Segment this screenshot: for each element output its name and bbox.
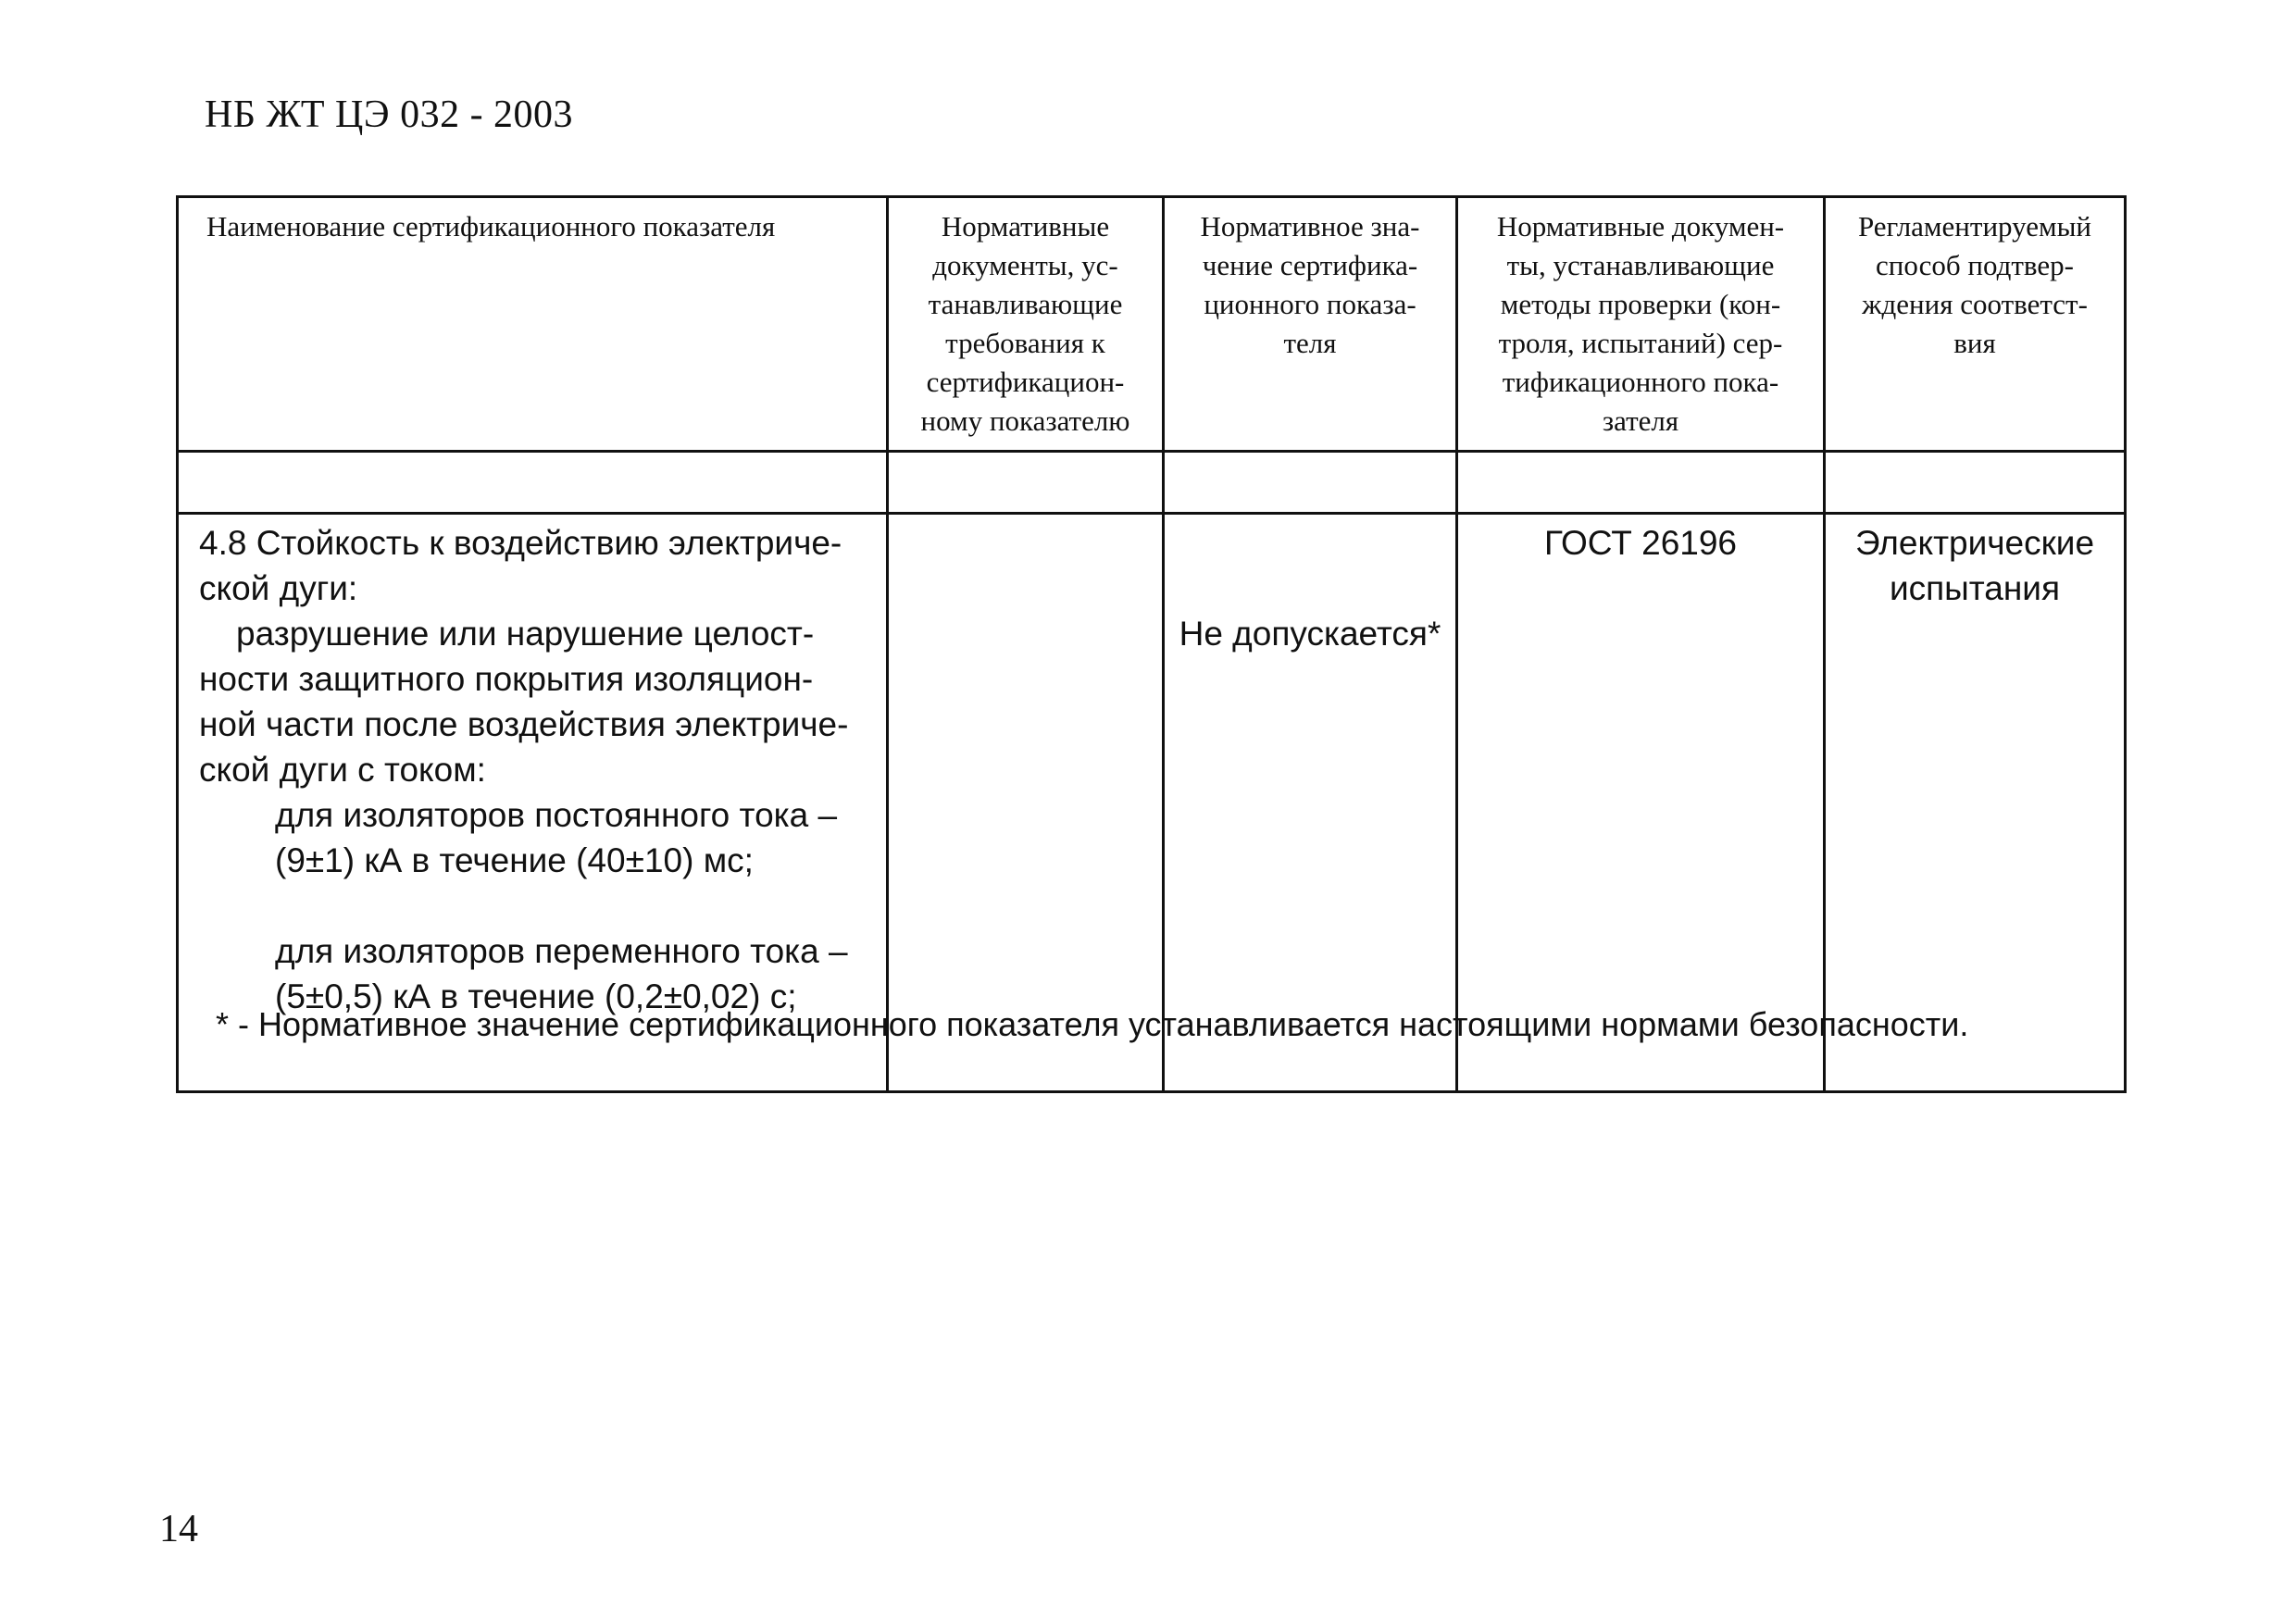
header-line: тификационного пока-	[1502, 366, 1779, 398]
indicator-line: ской дуги с током:	[199, 751, 486, 789]
indicator-line: ской дуги:	[199, 569, 358, 607]
header-line: документы, ус-	[932, 249, 1118, 281]
indicator-line: (9±1) кА в течение (40±10) мс;	[275, 841, 754, 879]
indicator-line: для изоляторов постоянного тока –	[275, 796, 838, 834]
header-line: Нормативные	[941, 210, 1110, 243]
indicator-line: (5±0,5) кА в течение (0,2±0,02) с;	[275, 977, 797, 1015]
header-line: способ подтвер-	[1876, 249, 2074, 281]
header-line: танавливающие	[928, 288, 1123, 320]
header-line: Регламентируемый	[1857, 210, 2092, 243]
indicator-line: ности защитного покрытия изоляцион-	[199, 660, 814, 698]
empty-cell	[1164, 452, 1457, 514]
header-line: чение сертифика-	[1202, 249, 1418, 281]
header-indicator-name	[178, 197, 888, 452]
header-line: Нормативные докумен-	[1496, 210, 1785, 243]
header-line: сертификацион-	[926, 366, 1125, 398]
empty-cell	[1825, 452, 2126, 514]
header-line: Наименование сертификационного показателя	[206, 210, 776, 243]
test-method-docs-cell: ГОСТ 26196	[1457, 514, 1825, 1092]
line-gap	[199, 883, 877, 928]
header-normative-docs	[888, 197, 1164, 452]
header-test-method-docs	[1457, 197, 1825, 452]
header-line: ционного показа-	[1204, 288, 1416, 320]
indicator-line: 4.8 Стойкость к воздействию электриче-	[199, 524, 842, 562]
header-line: вия	[1953, 327, 1996, 359]
empty-cell	[178, 452, 888, 514]
page-number: 14	[159, 1508, 198, 1550]
normative-value-cell: Не допускается*	[1164, 514, 1457, 1092]
header-line: ты, устанавливающие	[1506, 249, 1775, 281]
indicator-line: для изоляторов переменного тока –	[275, 932, 848, 970]
header-line: требования к	[945, 327, 1105, 359]
header-line: теля	[1283, 327, 1337, 359]
header-line: троля, испытаний) сер-	[1498, 327, 1783, 359]
table-header-row	[178, 197, 2126, 452]
header-line: ждения соответст-	[1862, 288, 2088, 320]
table-spacer-row	[178, 452, 2126, 514]
header-line: Нормативное зна-	[1200, 210, 1420, 243]
header-line: ному показателю	[920, 404, 1130, 437]
indicator-line: разрушение или нарушение целост-	[236, 615, 815, 653]
header-normative-value	[1164, 197, 1457, 452]
header-line: зателя	[1602, 404, 1679, 437]
header-line: методы проверки (кон-	[1500, 288, 1781, 320]
header-confirmation-method	[1825, 197, 2126, 452]
confirmation-line: Электрические	[1854, 524, 2095, 562]
confirmation-line: испытания	[1889, 569, 2061, 607]
empty-cell	[1457, 452, 1825, 514]
certification-table	[176, 195, 2127, 1093]
footnote: * - Нормативное значение сертификационного показателя устанавливается настоящими нормами безопасности.	[216, 1005, 1969, 1043]
indicator-line: ной части после воздействия электриче-	[199, 705, 849, 743]
empty-cell	[888, 452, 1164, 514]
document-header: НБ ЖТ ЦЭ 032 - 2003	[205, 93, 574, 136]
